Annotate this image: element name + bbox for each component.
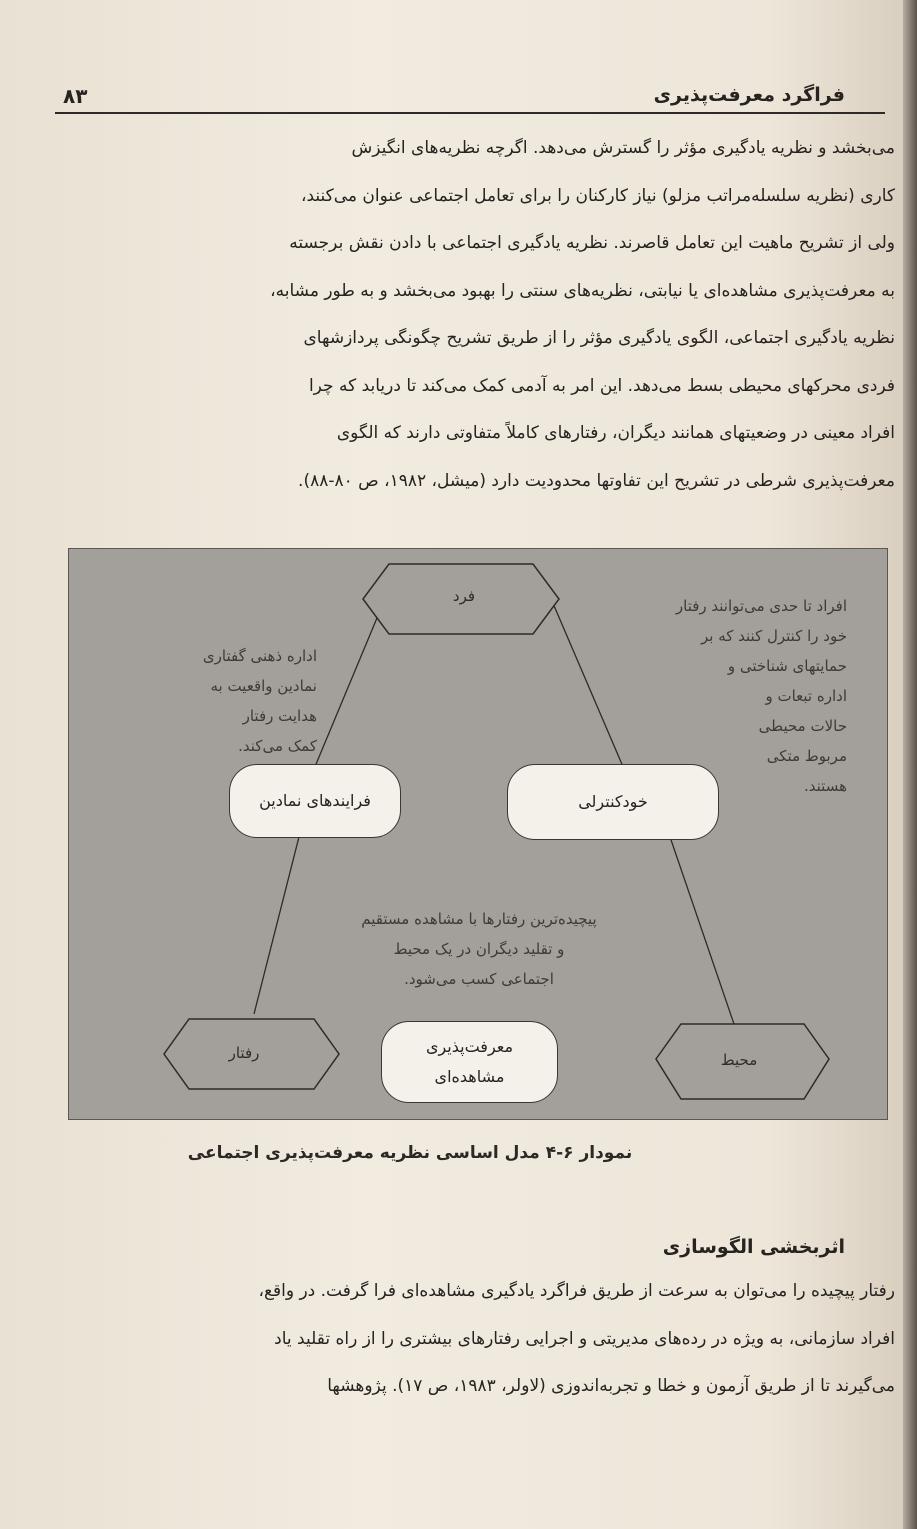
note-line: نمادین واقعیت به xyxy=(210,677,317,695)
text-line: معرفت‌پذیری شرطی در تشریح این تفاوتها محدودیت دارد (میشل، ۱۹۸۲، ص ۸۰-۸۸). xyxy=(298,470,895,491)
section-heading: اثربخشی الگوسازی xyxy=(662,1236,845,1258)
environment-label: محیط xyxy=(720,1051,758,1069)
behavior-label: رفتار xyxy=(228,1044,260,1062)
paragraph-2 xyxy=(65,1268,895,1411)
note-line: اداره ذهنی گفتاری xyxy=(202,647,317,665)
observational-label-line2: مشاهده‌ای xyxy=(434,1067,505,1086)
paragraph-1 xyxy=(65,125,895,505)
note-line: حمایتهای شناختی و xyxy=(727,657,847,675)
text-line: نظریه یادگیری اجتماعی، الگوی یادگیری مؤثر را از طریق تشریح چگونگی پردازشهای xyxy=(303,328,895,348)
note-line: و تقلید دیگران در یک محیط xyxy=(393,940,565,958)
text-line: ولی از تشریح ماهیت این تعامل قاصرند. نظریه یادگیری اجتماعی با دادن نقش برجسته xyxy=(289,233,895,253)
social-learning-diagram xyxy=(68,548,888,1120)
self-control-label: خودکنترلی xyxy=(578,792,648,811)
page-edge xyxy=(903,0,917,1529)
text-line: می‌گیرند تا از طریق آزمون و خطا و تجربه‌اندوزی (لاولر، ۱۹۸۳، ص ۱۷). پژوهشها xyxy=(327,1376,895,1396)
observational-learning-box xyxy=(381,1021,558,1103)
chapter-title: فراگرد معرفت‌پذیری xyxy=(653,84,845,106)
symbolic-processes-label: فرایندهای نمادین xyxy=(259,791,371,810)
observational-note xyxy=(319,904,639,994)
figure-caption: نمودار ۶-۴ مدل اساسی نظریه معرفت‌پذیری اجتماعی xyxy=(187,1143,633,1163)
note-line: اداره تبعات و xyxy=(765,687,847,705)
note-line: هستند. xyxy=(804,777,847,795)
text-line: افراد سازمانی، به ویژه در رده‌های مدیریتی و اجرایی رفتارهای بیشتری را از راه تقلید یاد xyxy=(274,1328,895,1349)
note-line: خود را کنترل کنند که بر xyxy=(700,627,847,645)
text-line: می‌بخشد و نظریه یادگیری مؤثر را گسترش می‌دهد. اگرچه نظریه‌های انگیزش xyxy=(351,138,895,158)
individual-label: فرد xyxy=(452,587,476,605)
observational-label-line1: معرفت‌پذیری xyxy=(425,1037,514,1056)
symbolic-note xyxy=(203,641,317,761)
note-line: کمک می‌کند. xyxy=(238,737,317,755)
text-line: به معرفت‌پذیری مشاهده‌ای یا نیابتی، نظریه‌های سنتی را بهبود می‌بخشد و به طور مشابه، xyxy=(270,280,895,301)
text-line: رفتار پیچیده را می‌توان به سرعت از طریق فراگرد یادگیری مشاهده‌ای فرا گرفت. در واقع، xyxy=(258,1281,895,1301)
note-line: هدایت رفتار xyxy=(242,707,317,725)
self-control-note xyxy=(676,591,847,801)
note-line: اجتماعی کسب می‌شود. xyxy=(404,970,554,988)
running-header xyxy=(55,82,885,114)
note-line: حالات محیطی xyxy=(758,717,847,735)
page-number: ۸۳ xyxy=(63,84,88,108)
note-line: پیچیده‌ترین رفتارها با مشاهده مستقیم xyxy=(361,910,597,928)
text-line: فردی محرکهای محیطی بسط می‌دهد. این امر به آدمی کمک می‌کند تا دریابد که چرا xyxy=(308,375,895,396)
note-line: مربوط متکی xyxy=(766,747,847,765)
note-line: افراد تا حدی می‌توانند رفتار xyxy=(675,597,847,615)
symbolic-processes-box xyxy=(229,764,401,838)
text-line: افراد معینی در وضعیتهای همانند دیگران، رفتارهای کاملاً متفاوتی دارند که الگوی xyxy=(336,423,895,443)
text-line: کاری (نظریه سلسله‌مراتب مزلو) نیاز کارکنان را برای تعامل اجتماعی عنوان می‌کنند، xyxy=(300,185,895,206)
